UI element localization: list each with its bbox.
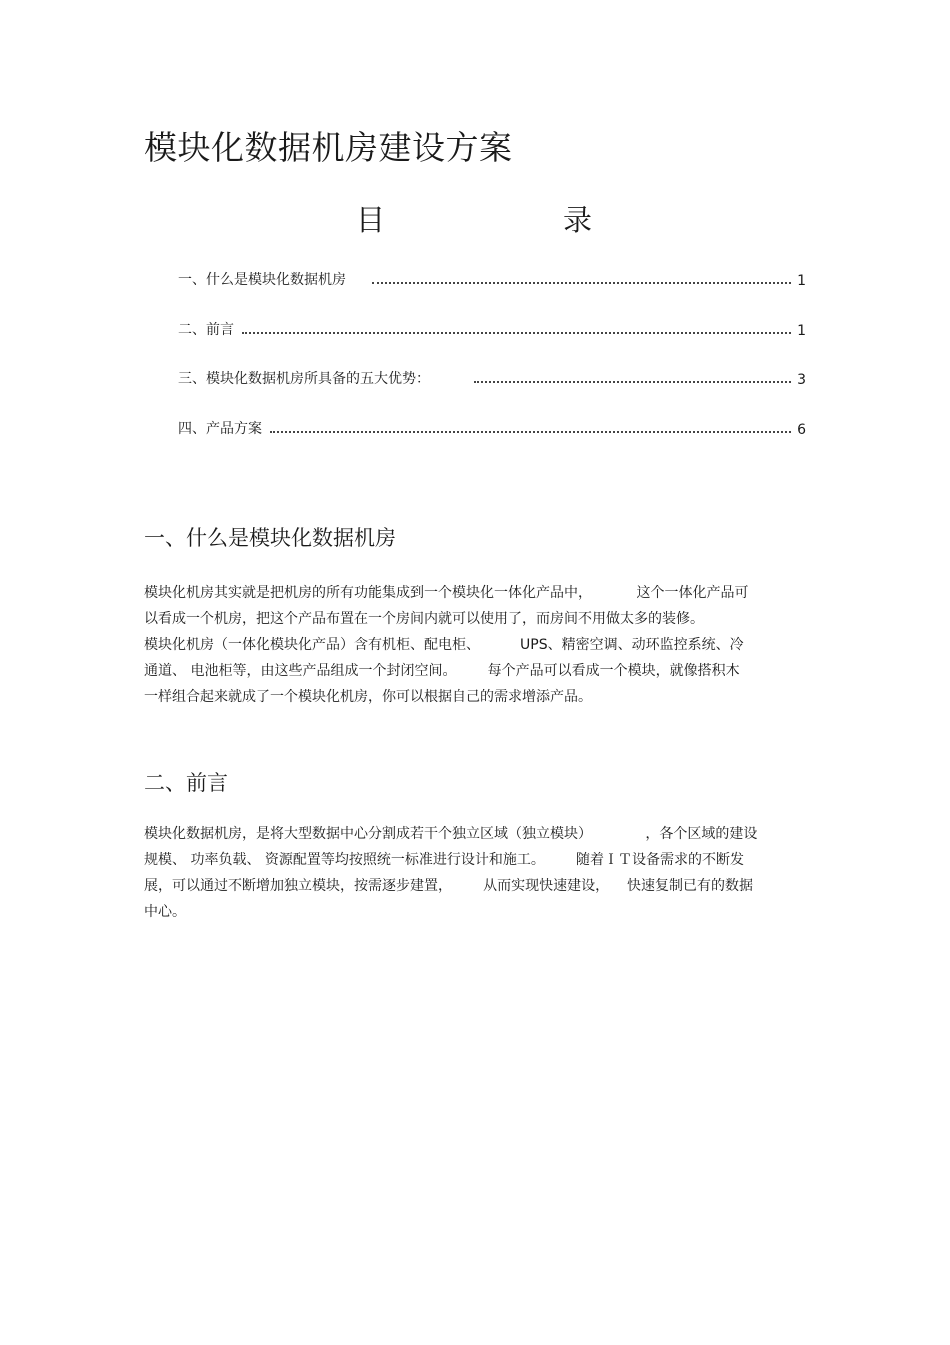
toc-entry-page: 1: [797, 323, 806, 339]
toc-leader-dots: [474, 381, 791, 383]
section-heading: 一、什么是模块化数据机房: [144, 526, 396, 550]
toc-entry-page: 1: [797, 273, 806, 289]
paragraph-line: 通道、 电池柜等，由这些产品组成一个封闭空间。 每个产品可以看成一个模块，就像搭积木: [144, 663, 740, 679]
toc-entry-page: 3: [797, 372, 806, 388]
toc-heading-right: 录: [563, 203, 593, 237]
paragraph-line: 以看成一个机房，把这个产品布置在一个房间内就可以使用了，而房间不用做太多的装修。: [144, 611, 704, 627]
toc-entry[interactable]: [178, 366, 806, 388]
section-paragraph: [144, 580, 749, 710]
paragraph-line: 规模、 功率负载、 资源配置等均按照统一标准进行设计和施工。 随着ＩＴ设备需求的不断发: [144, 852, 745, 868]
toc-entry[interactable]: [178, 416, 806, 438]
toc-leader-dots: [372, 282, 791, 284]
paragraph-line: 中心。: [144, 904, 186, 920]
section-heading: 二、前言: [144, 771, 228, 795]
paragraph-line: 模块化机房其实就是把机房的所有功能集成到一个模块化一体化产品中， 这个一体化产品可: [144, 585, 749, 601]
paragraph-line: 一样组合起来就成了一个模块化机房，你可以根据自己的需求增添产品。: [144, 689, 592, 705]
toc-entry[interactable]: [178, 267, 806, 289]
toc-entry[interactable]: [178, 317, 806, 339]
section-paragraph: [144, 821, 757, 925]
toc-entry-label: 二、前言: [178, 322, 234, 338]
toc-entry-label: 四、产品方案: [178, 421, 262, 437]
document-title: 模块化数据机房建设方案: [144, 128, 513, 167]
toc-entry-label: 一、什么是模块化数据机房: [178, 272, 346, 288]
paragraph-line: 模块化机房（一体化模块化产品）含有机柜、配电柜、 UPS、精密空调、动环监控系统、冷: [144, 637, 744, 653]
toc-heading-left: 目: [356, 203, 386, 237]
paragraph-line: 展，可以通过不断增加独立模块，按需逐步建置， 从而实现快速建设， 快速复制已有的数据: [144, 878, 753, 894]
paragraph-line: 模块化数据机房，是将大型数据中心分割成若干个独立区域（独立模块） ，各个区域的建设: [144, 826, 758, 842]
toc-entry-page: 6: [797, 422, 806, 438]
toc-entry-label: 三、模块化数据机房所具备的五大优势：: [178, 371, 430, 387]
toc-leader-dots: [270, 431, 791, 433]
toc-leader-dots: [242, 332, 791, 334]
